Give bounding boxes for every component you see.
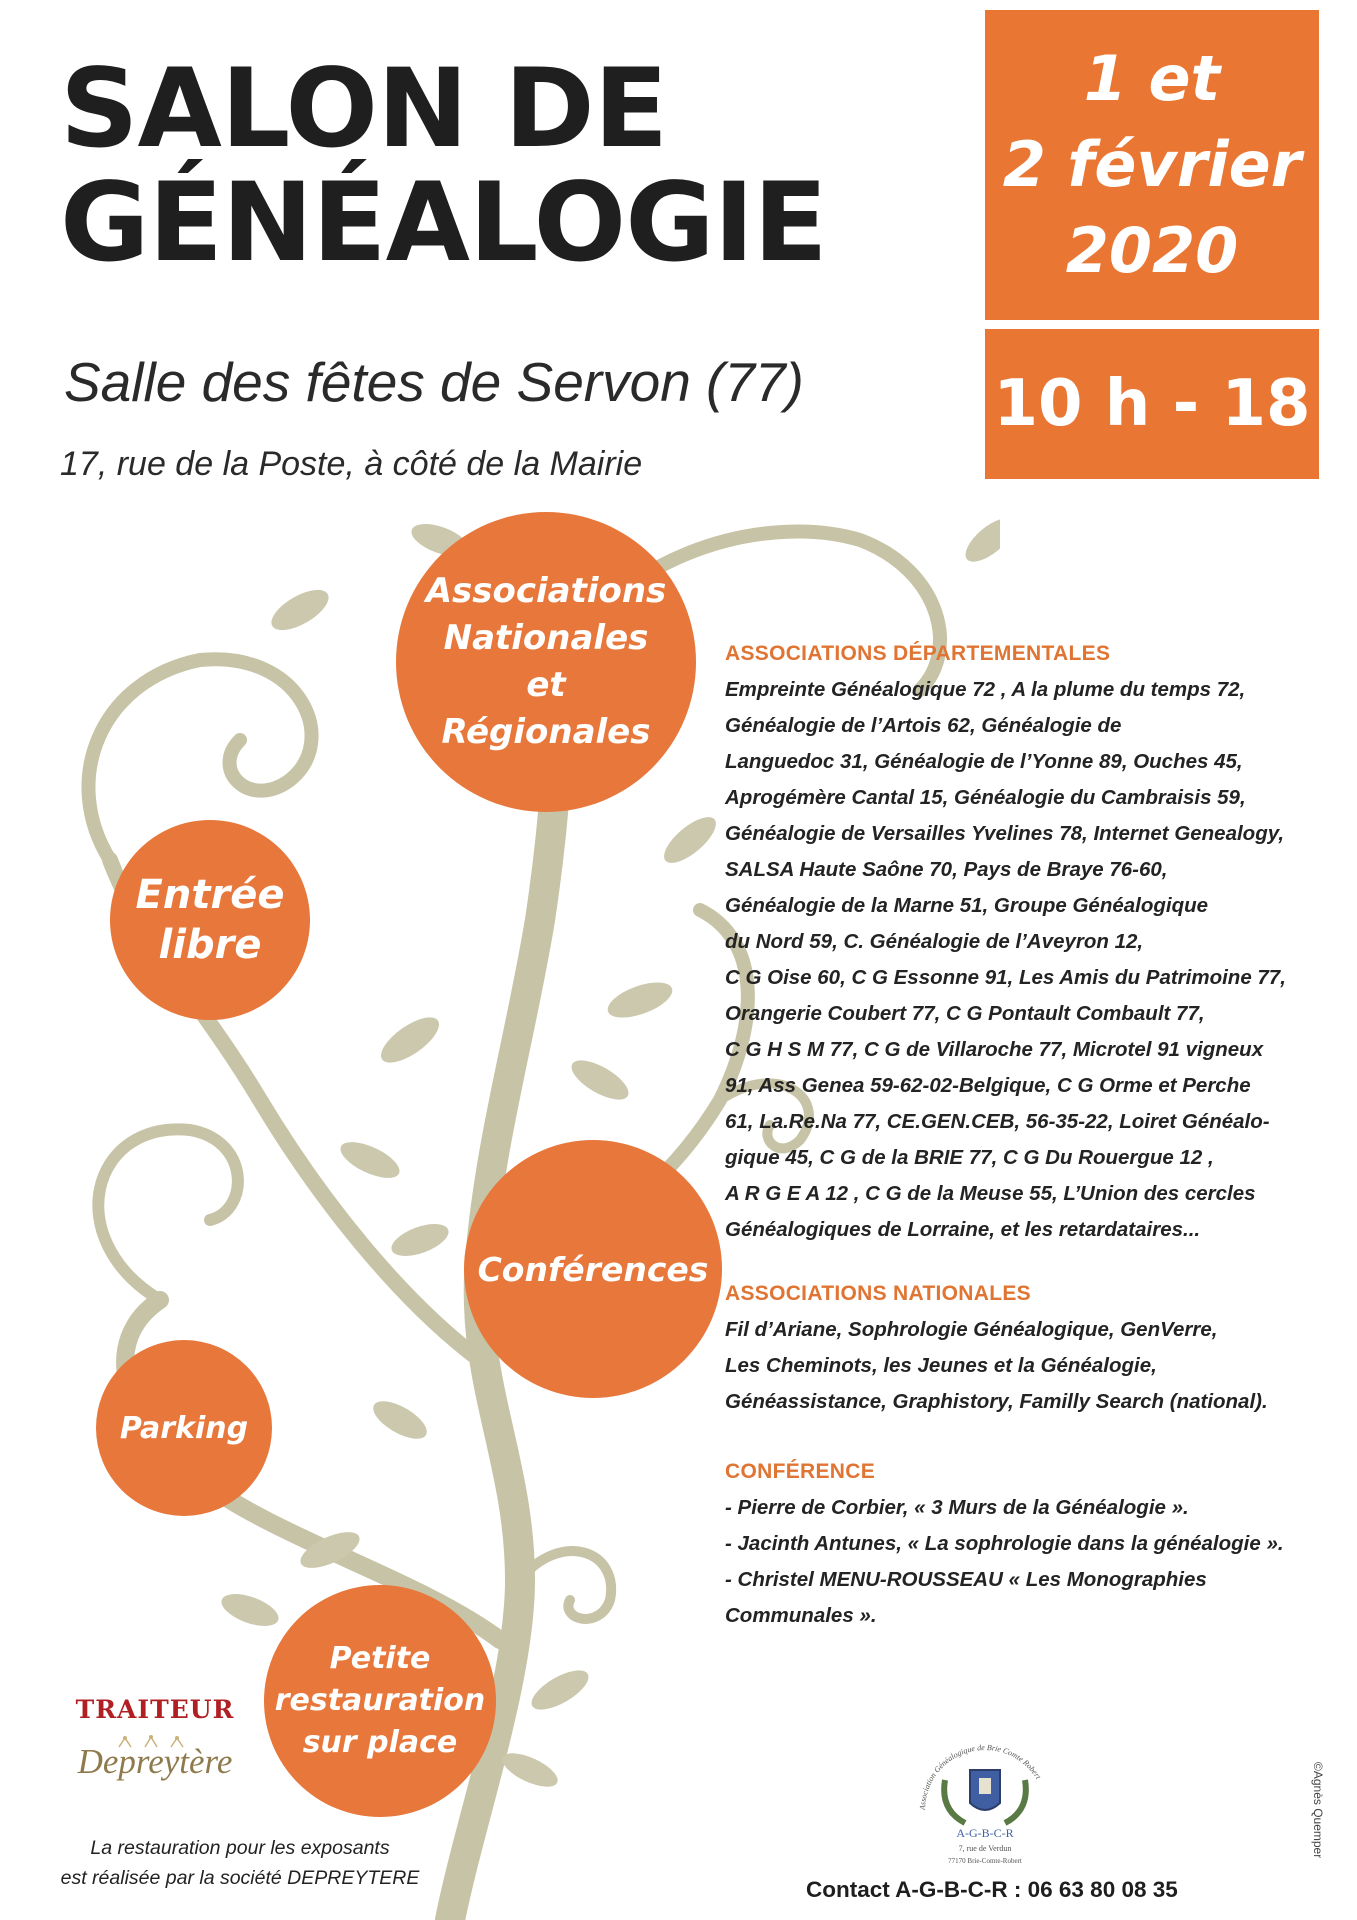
conference-line: - Jacinth Antunes, « La sophrologie dans la généalogie ».	[725, 1532, 1284, 1555]
castle-icon	[979, 1778, 991, 1794]
departementales-line: Généalogie de la Marne 51, Groupe Généalogique	[725, 894, 1209, 917]
date-box	[985, 10, 1319, 320]
bubble-parking-label: Parking	[119, 1410, 249, 1446]
traiteur-name: Depreytère	[77, 1742, 233, 1781]
departementales-line: Aprogémère Cantal 15, Généalogie du Cambraisis 59,	[725, 786, 1246, 809]
bubble-associations-line-3: et	[526, 665, 566, 705]
poster-title	[60, 45, 960, 286]
departementales-line: 61, La.Re.Na 77, CE.GEN.CEB, 56-35-22, Loiret Généalo-	[725, 1110, 1270, 1133]
departementales-line: Généalogie de l’Artois 62, Généalogie de	[725, 714, 1122, 737]
departementales-line: Généalogiques de Lorraine, et les retardataires...	[725, 1218, 1201, 1241]
departementales-line: C G Oise 60, C G Essonne 91, Les Amis du Patrimoine 77,	[725, 966, 1286, 989]
nationales-line: Les Cheminots, les Jeunes et la Généalogie,	[725, 1354, 1157, 1377]
bubble-entree-line-1: Entrée	[135, 872, 285, 918]
date-line-2: 2 février	[1002, 128, 1302, 201]
nationales-heading: ASSOCIATIONS NATIONALES	[725, 1282, 1031, 1305]
nationales-line: Généassistance, Graphistory, Familly Search (national).	[725, 1390, 1268, 1413]
restauration-note-line-1: La restauration pour les exposants	[90, 1837, 390, 1859]
bubble-associations-line-2: Nationales	[443, 618, 649, 658]
bubble-associations-line-4: Régionales	[441, 712, 651, 752]
departementales-line: Languedoc 31, Généalogie de l’Yonne 89, Ouches 45,	[725, 750, 1243, 773]
conference-line: - Pierre de Corbier, « 3 Murs de la Généalogie ».	[725, 1496, 1189, 1519]
conference-line: Communales ».	[725, 1604, 877, 1627]
section-nationales	[725, 1276, 1345, 1420]
agbcr-circle-text: Association Généalogique de Brie Comte Robert	[917, 1742, 1043, 1811]
traiteur-word: TRAITEUR	[75, 1695, 235, 1724]
section-conference	[725, 1454, 1345, 1634]
bubble-resto-line-1: Petite	[329, 1641, 431, 1676]
date-line-1: 1 et	[1083, 42, 1221, 115]
bubble-parking	[96, 1340, 272, 1516]
bubble-conferences-label: Conférences	[477, 1249, 709, 1289]
bubble-resto-line-2: restauration	[274, 1683, 486, 1718]
conference-line: - Christel MENU-ROUSSEAU « Les Monographies	[725, 1568, 1207, 1591]
departementales-line: SALSA Haute Saône 70, Pays de Braye 76-60,	[725, 858, 1168, 881]
hours-box: 10 h - 18 h	[985, 329, 1319, 479]
departementales-line: Orangerie Coubert 77, C G Pontault Combault 77,	[725, 1002, 1205, 1025]
agbcr-address-1: 7, rue de Verdun	[958, 1844, 1012, 1853]
agbcr-letters: A-G-B-C-R	[956, 1826, 1014, 1840]
bubble-resto-line-3: sur place	[302, 1725, 458, 1760]
departementales-line: 91, Ass Genea 59-62-02-Belgique, C G Orme et Perche	[725, 1074, 1251, 1097]
departementales-line: gique 45, C G de la BRIE 77, C G Du Rouergue 12 ,	[725, 1146, 1214, 1169]
venue-text: Salle des fêtes de Servon (77)	[64, 351, 804, 413]
agbcr-logo	[900, 1715, 1070, 1885]
departementales-line: A R G E A 12 , C G de la Meuse 55, L’Union des cercles	[725, 1182, 1256, 1205]
departementales-line: Généalogie de Versailles Yvelines 78, Internet Genealogy,	[725, 822, 1285, 845]
bubble-entree-libre	[110, 820, 310, 1020]
title-line-1: SALON DE	[60, 45, 668, 172]
bubble-entree-line-2: libre	[158, 922, 262, 968]
bubble-associations	[396, 512, 696, 812]
photo-credit: ©Agnès Quemper	[1311, 1762, 1325, 1859]
departementales-line: du Nord 59, C. Généalogie de l’Aveyron 12,	[725, 930, 1144, 953]
bubble-conferences	[464, 1140, 722, 1398]
departementales-heading: ASSOCIATIONS DÉPARTEMENTALES	[725, 642, 1111, 665]
bubble-restauration	[264, 1585, 496, 1817]
contact-text: Contact A-G-B-C-R : 06 63 80 08 35	[806, 1877, 1178, 1902]
restauration-note	[50, 1833, 430, 1893]
departementales-line: Empreinte Généalogique 72 , A la plume du temps 72,	[725, 678, 1246, 701]
section-departementales	[725, 636, 1345, 1248]
spiral-mid-left	[98, 1129, 238, 1300]
title-line-2: GÉNÉALOGIE	[60, 159, 827, 286]
restauration-note-line-2: est réalisée par la société DEPREYTERE	[60, 1867, 420, 1889]
date-line-3: 2020	[1065, 214, 1239, 287]
conference-heading: CONFÉRENCE	[725, 1460, 876, 1483]
agbcr-address-2: 77170 Brie-Comte-Robert	[948, 1857, 1022, 1865]
bubble-associations-line-1: Associations	[425, 571, 667, 611]
crown-icon	[115, 1735, 195, 1749]
address-text: 17, rue de la Poste, à côté de la Mairie	[60, 445, 643, 483]
nationales-line: Fil d’Ariane, Sophrologie Généalogique, GenVerre,	[725, 1318, 1218, 1341]
traiteur-logo	[60, 1695, 250, 1782]
departementales-line: C G H S M 77, C G de Villaroche 77, Microtel 91 vigneux	[725, 1038, 1264, 1061]
